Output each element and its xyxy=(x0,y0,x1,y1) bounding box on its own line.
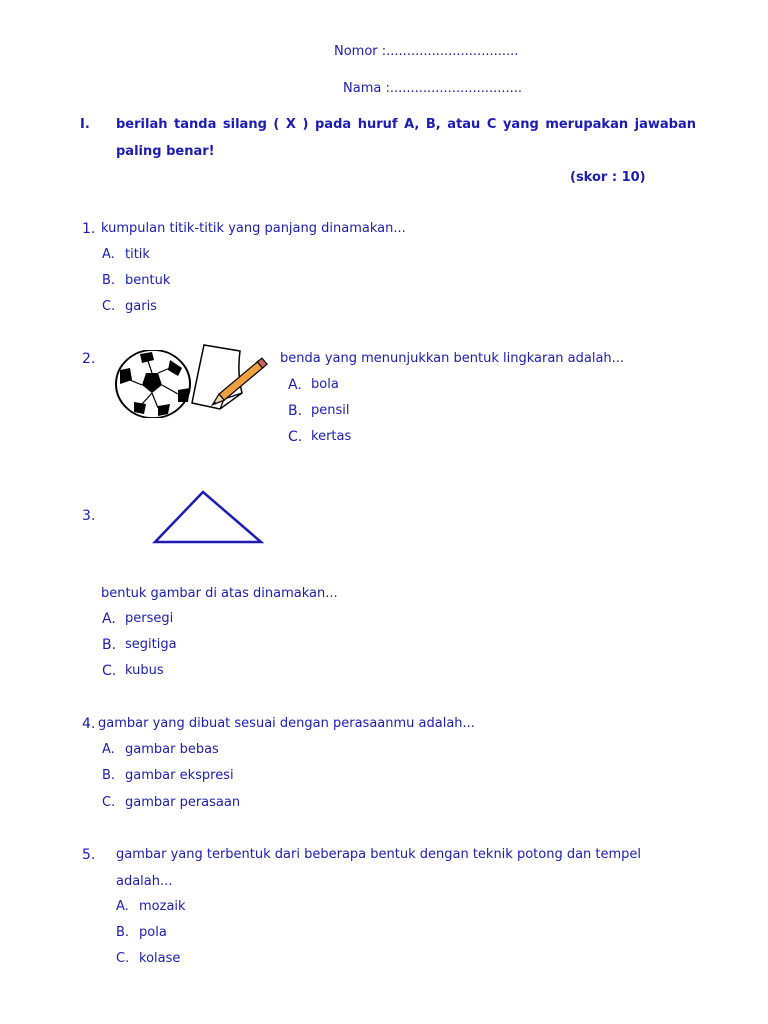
option-text: kertas xyxy=(311,429,352,444)
option-letter: C. xyxy=(116,951,130,966)
option-letter: C. xyxy=(102,795,116,810)
option-letter: C. xyxy=(102,299,116,314)
option-text: segitiga xyxy=(125,637,177,652)
option-text: kubus xyxy=(125,663,164,678)
option-letter: C. xyxy=(102,663,117,679)
option-text: garis xyxy=(125,299,157,314)
option-letter: C. xyxy=(288,429,303,445)
option-letter: A. xyxy=(102,611,116,627)
section-roman: I. xyxy=(80,117,90,132)
question-number: 2. xyxy=(82,351,96,367)
option-letter: B. xyxy=(102,637,117,653)
option-text: titik xyxy=(125,247,150,262)
option-letter: A. xyxy=(102,247,115,262)
question-text-line2: adalah... xyxy=(116,874,173,889)
paper-pencil-icon xyxy=(190,343,272,415)
option-text: gambar ekspresi xyxy=(125,768,234,783)
question-number: 1. xyxy=(82,221,96,237)
option-letter: B. xyxy=(288,403,303,419)
nama-field: Nama :................................ xyxy=(343,81,523,96)
triangle-shape xyxy=(150,488,266,548)
option-text: pola xyxy=(139,925,167,940)
option-text: mozaik xyxy=(139,899,186,914)
option-text: kolase xyxy=(139,951,181,966)
score-label: (skor : 10) xyxy=(570,170,646,185)
option-text: bentuk xyxy=(125,273,171,288)
option-text: bola xyxy=(311,377,339,392)
instruction-line2: paling benar! xyxy=(116,144,215,159)
option-text: gambar perasaan xyxy=(125,795,241,810)
option-letter: B. xyxy=(116,925,130,940)
option-text: persegi xyxy=(125,611,174,626)
question-number: 4. xyxy=(82,716,96,732)
option-letter: B. xyxy=(102,273,116,288)
option-letter: A. xyxy=(102,742,115,757)
question-number: 5. xyxy=(82,847,96,863)
instruction-line1: berilah tanda silang ( X ) pada huruf A, B, atau C yang merupakan jawaban xyxy=(116,117,696,132)
question-text: bentuk gambar di atas dinamakan... xyxy=(101,586,338,601)
question-text-line1: gambar yang terbentuk dari beberapa bentuk dengan teknik potong dan tempel xyxy=(116,847,642,862)
question-text: kumpulan titik-titik yang panjang dinamakan... xyxy=(101,221,406,236)
question-text: benda yang menunjukkan bentuk lingkaran adalah... xyxy=(280,351,625,366)
option-letter: A. xyxy=(116,899,129,914)
option-text: gambar bebas xyxy=(125,742,219,757)
option-letter: B. xyxy=(102,768,116,783)
nomor-field: Nomor :................................ xyxy=(334,44,519,59)
question-text: gambar yang dibuat sesuai dengan perasaanmu adalah... xyxy=(98,716,475,731)
option-letter: A. xyxy=(288,377,302,393)
question-number: 3. xyxy=(82,508,96,524)
option-text: pensil xyxy=(311,403,350,418)
soccer-ball-icon xyxy=(112,350,196,418)
